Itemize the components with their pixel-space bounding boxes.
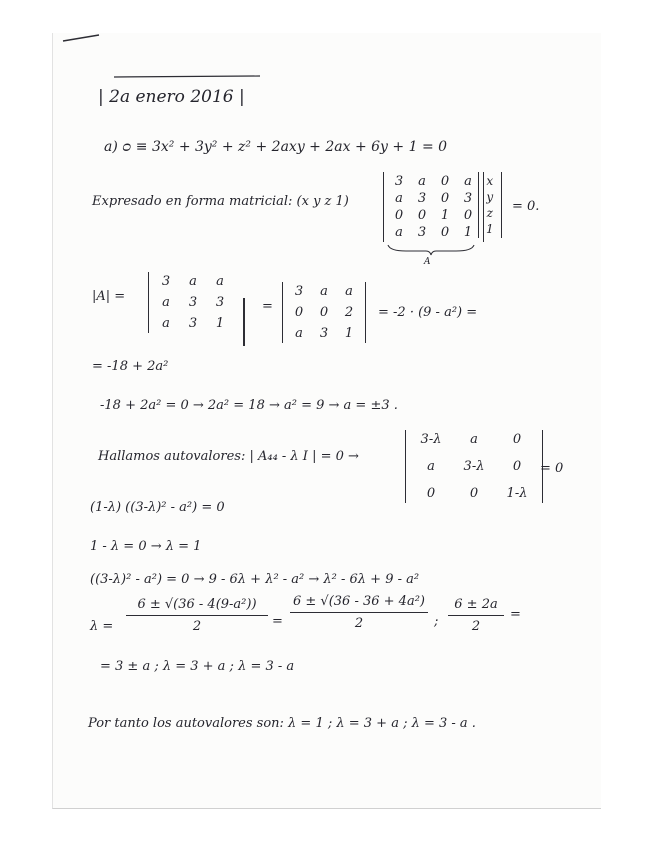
eigen-cell: 0 (469, 486, 479, 501)
matrix-cell: 0 (463, 208, 473, 223)
eigen-cell: 0 (512, 432, 522, 447)
determinant-second (282, 282, 366, 343)
det-cell: a (216, 274, 224, 289)
determinant-first (148, 272, 233, 333)
det-first-right-bar (243, 298, 245, 346)
quadratic-fraction-3 (448, 597, 504, 634)
eigen-cell: a (427, 459, 435, 474)
quadratic-denominator: 2 (471, 619, 481, 635)
matrix-cell: 0 (440, 191, 450, 206)
matrix-cell: 0 (440, 225, 450, 240)
lambda-equals-one: 1 - λ = 0 → λ = 1 (90, 539, 202, 554)
conclusion: Por tanto los autovalores son: λ = 1 ; λ = 3 + a ; λ = 3 - a . (88, 716, 476, 731)
det-cell: a (162, 295, 170, 310)
fraction-bar (448, 615, 504, 616)
eigen-label: Hallamos autovalores: | A₄₄ - λ I | = 0 → (98, 449, 359, 464)
quadric-equation: a) ᴑ ≡ 3x² + 3y² + z² + 2axy + 2ax + 6y + 1 = 0 (104, 139, 448, 155)
eigen-cell: 3-λ (463, 459, 485, 474)
det-result: = -2 · (9 - a²) = (378, 305, 478, 320)
equals-zero: = 0. (512, 199, 540, 214)
vector-cell: x (486, 174, 494, 188)
det-cell: a (320, 284, 328, 299)
det-cell: 0 (294, 305, 304, 320)
quadratic-numerator: 6 ± √(36 - 4(9-a²)) (137, 597, 257, 612)
quadratic-fraction-1 (126, 597, 268, 634)
fraction-bar (290, 612, 428, 613)
det-cell: 2 (344, 305, 354, 320)
underbrace-label: A (424, 257, 431, 267)
vector-xyz (478, 172, 502, 238)
eigen-cell: a (470, 432, 478, 447)
det-cell: 1 (215, 316, 225, 331)
det-label: |A| = (92, 289, 126, 304)
matrix-cell: 0 (394, 208, 404, 223)
underbrace (386, 243, 476, 257)
matrix-cell: a (395, 225, 403, 240)
eigen-cell: 0 (512, 459, 522, 474)
eigen-equals-zero: = 0 (540, 461, 564, 476)
page-title: | 2a enero 2016 | (98, 87, 245, 107)
eigen-cell: 3-λ (420, 432, 442, 447)
det-cell: a (189, 274, 197, 289)
lambda-lhs: λ = (90, 619, 114, 634)
det-cell: 3 (161, 274, 171, 289)
det-cell: 3 (294, 284, 304, 299)
matrix-cell: 3 (417, 191, 427, 206)
top-corner-stroke (59, 33, 107, 47)
det-cell: a (345, 284, 353, 299)
matrix-cell: 0 (440, 174, 450, 189)
vector-cell: 1 (486, 222, 494, 236)
solve-for-a: -18 + 2a² = 0 → 2a² = 18 → a² = 9 → a = ±3 . (100, 398, 398, 413)
matrix-cell: 3 (417, 225, 427, 240)
det-simplified: = -18 + 2a² (92, 359, 169, 374)
eigen-matrix (405, 430, 543, 503)
quadratic-denominator: 2 (192, 619, 202, 635)
matrix-cell: a (464, 174, 472, 189)
characteristic-polynomial: (1-λ) ((3-λ)² - a²) = 0 (90, 500, 225, 515)
quadratic-denominator: 2 (354, 616, 364, 632)
vector-cell: z (486, 206, 493, 220)
expanded-polynomial: ((3-λ)² - a²) = 0 → 9 - 6λ + λ² - a² → λ² - 6λ + 9 - a² (90, 572, 420, 587)
quadratic-equals-1: = (272, 614, 283, 629)
det-cell: 1 (344, 326, 354, 341)
matrix-a (383, 172, 484, 242)
quadratic-equals-3: = (510, 607, 521, 622)
det-cell: 3 (319, 326, 329, 341)
matrix-cell: a (395, 191, 403, 206)
matrix-cell: a (418, 174, 426, 189)
det-equals: = (262, 299, 273, 314)
quadratic-fraction-2 (290, 594, 428, 631)
eigen-cell: 1-λ (506, 486, 528, 501)
det-cell: 0 (319, 305, 329, 320)
matrix-cell: 1 (463, 225, 473, 240)
det-cell: a (162, 316, 170, 331)
vector-cell: y (486, 190, 494, 204)
quadratic-numerator: 6 ± √(36 - 36 + 4a²) (293, 594, 425, 609)
fraction-bar (126, 615, 268, 616)
matrix-cell: 1 (440, 208, 450, 223)
matricial-label: Expresado en forma matricial: (x y z 1) (92, 194, 349, 209)
matrix-cell: 3 (463, 191, 473, 206)
title-underline (112, 74, 262, 80)
det-cell: 3 (188, 295, 198, 310)
quadratic-numerator: 6 ± 2a (454, 597, 498, 612)
eigen-cell: 0 (426, 486, 436, 501)
det-cell: 3 (188, 316, 198, 331)
det-cell: 3 (215, 295, 225, 310)
matrix-cell: 3 (394, 174, 404, 189)
det-cell: a (295, 326, 303, 341)
roots-result: = 3 ± a ; λ = 3 + a ; λ = 3 - a (100, 659, 295, 674)
quadratic-equals-2: ; (434, 614, 439, 629)
matrix-cell: 0 (417, 208, 427, 223)
